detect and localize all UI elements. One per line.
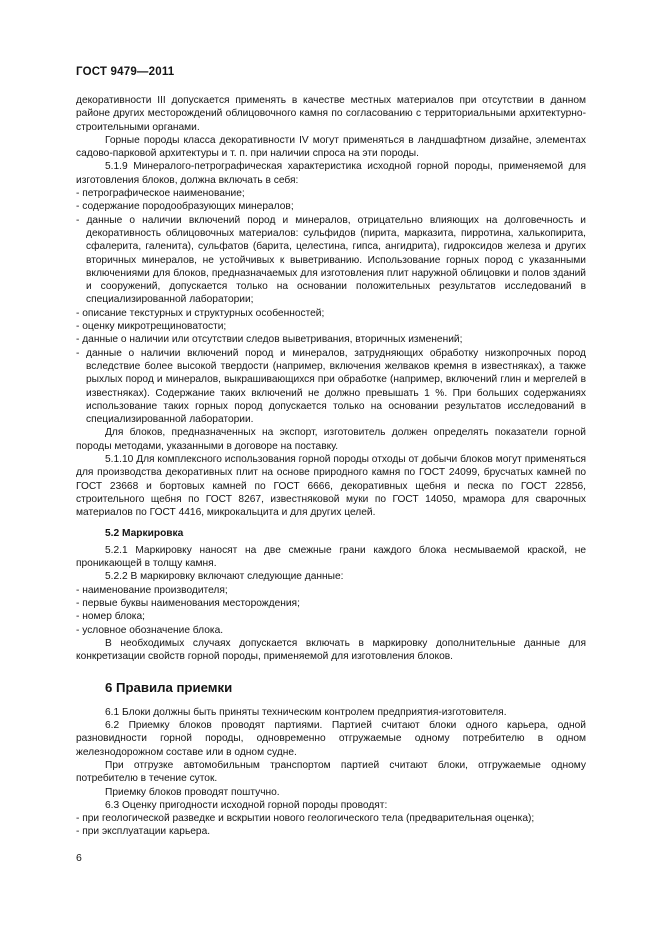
list-item: - данные о наличии включений пород и минералов, отрицательно влияющих на долговечность и декоративность облицовочных материалов: сульфидов (пирита, марказита, пирротина, халькопирита, сфалерита, галенита), сульфатов (барита, целестина, гипса, ангидрита), гидроксидов железа и других вторичных минералов, не устойчивых к выветриванию. Использование горных пород с указанными включениями для блоков, предназначаемых для изготовления плит наружной облицовки и полов зданий и сооружений, допускается только на основании положительных результатов исследований в специализированной лаборатории; [76, 214, 586, 307]
clause-5-1-10: 5.1.10 Для комплексного использования горной породы отходы от добычи блоков могут применяться для производства декоративных плит на основе природного камня по ГОСТ 24099, брусчатых камней по ГОСТ 23668 и бортовых камней по ГОСТ 6666, декоративных щебня и песка по ГОСТ 22856, строительного щебня по ГОСТ 8267, известняковой муки по ГОСТ 14050, мрамора для сварочных материалов по ГОСТ 4416, микрокальцита и для других целей. [76, 454, 586, 519]
clause-5-1-9: 5.1.9 Минералого-петрографическая характеристика исходной горной породы, применяемой для изготовления блоков, должна включать в себя: [76, 161, 586, 186]
paragraph: декоративности III допускается применять в качестве местных материалов при отсутствии в данном районе других месторождений облицовочного камня по согласованию с территориальными архитектурно-строительными органами. [76, 95, 586, 133]
list-item: - при геологической разведке и вскрытии нового геологического тела (предварительная оценка); [76, 812, 586, 825]
list-item: - данные о наличии включений пород и минералов, затрудняющих обработку низкопрочных пород вследствие более высокой твердости (например, включения желваков кремня в известняках), а также рыхлых пород и минералов, выкрашивающихся при обработке (например, включений глин и мергелей в известняках). Содержание таких включений не должно превышать 1 %. При больших содержаниях использование таких горных пород допускается только на основании результатов исследований в специализированной лаборатории. [76, 347, 586, 427]
list-item: - оценку микротрещиноватости; [76, 320, 586, 333]
clause-6-3: 6.3 Оценку пригодности исходной горной породы проводят: [105, 799, 388, 811]
list-item: - номер блока; [76, 610, 586, 623]
document-body [76, 94, 586, 839]
list-item: - петрографическое наименование; [76, 187, 586, 200]
clause-5-2-1: 5.2.1 Маркировку наносят на две смежные грани каждого блока несмываемой краской, не проникающей в толщу камня. [76, 544, 586, 570]
list-item: - условное обозначение блока. [76, 624, 586, 637]
list-item: - при эксплуатации карьера. [76, 825, 586, 838]
paragraph: При отгрузке автомобильным транспортом партией считают блоки, отгружаемые одному потребителю в течение суток. [76, 759, 586, 785]
list-item: - первые буквы наименования месторождения; [76, 597, 586, 610]
paragraph: Горные породы класса декоративности IV могут применяться в ландшафтном дизайне, элементах садово-парковой архитектуры и т. п. при наличии спроса на эти породы. [76, 134, 586, 160]
list-item: - содержание породообразующих минералов; [76, 200, 586, 213]
section-heading-6: 6 Правила приемки [105, 680, 233, 696]
paragraph: Для блоков, предназначенных на экспорт, изготовитель должен определять показатели горной породы методами, указанными в договоре на поставку. [76, 427, 586, 452]
clause-6-1: 6.1 Блоки должны быть приняты техническим контролем предприятия-изготовителя. [105, 706, 507, 718]
clause-5-2-2: 5.2.2 В маркировку включают следующие данные: [105, 571, 344, 583]
list-item: - описание текстурных и структурных особенностей; [76, 307, 586, 320]
paragraph: Приемку блоков проводят поштучно. [105, 786, 280, 798]
page-number: 6 [76, 852, 82, 864]
list-item: - наименование производителя; [76, 584, 586, 597]
clause-6-2: 6.2 Приемку блоков проводят партиями. Партией считают блоки одного карьера, одной разновидности горной породы, одновременно отгружаемые одному потребителю в одном железнодорожном составе или в одном судне. [76, 720, 586, 758]
paragraph: В необходимых случаях допускается включать в маркировку дополнительные данные для конкретизации свойств горной породы, применяемой для изготовления блоков. [76, 637, 586, 663]
document-header: ГОСТ 9479—2011 [76, 66, 175, 78]
list-item: - данные о наличии или отсутствии следов выветривания, вторичных изменений; [76, 333, 586, 346]
subsection-heading-5-2: 5.2 Маркировка [105, 527, 184, 539]
